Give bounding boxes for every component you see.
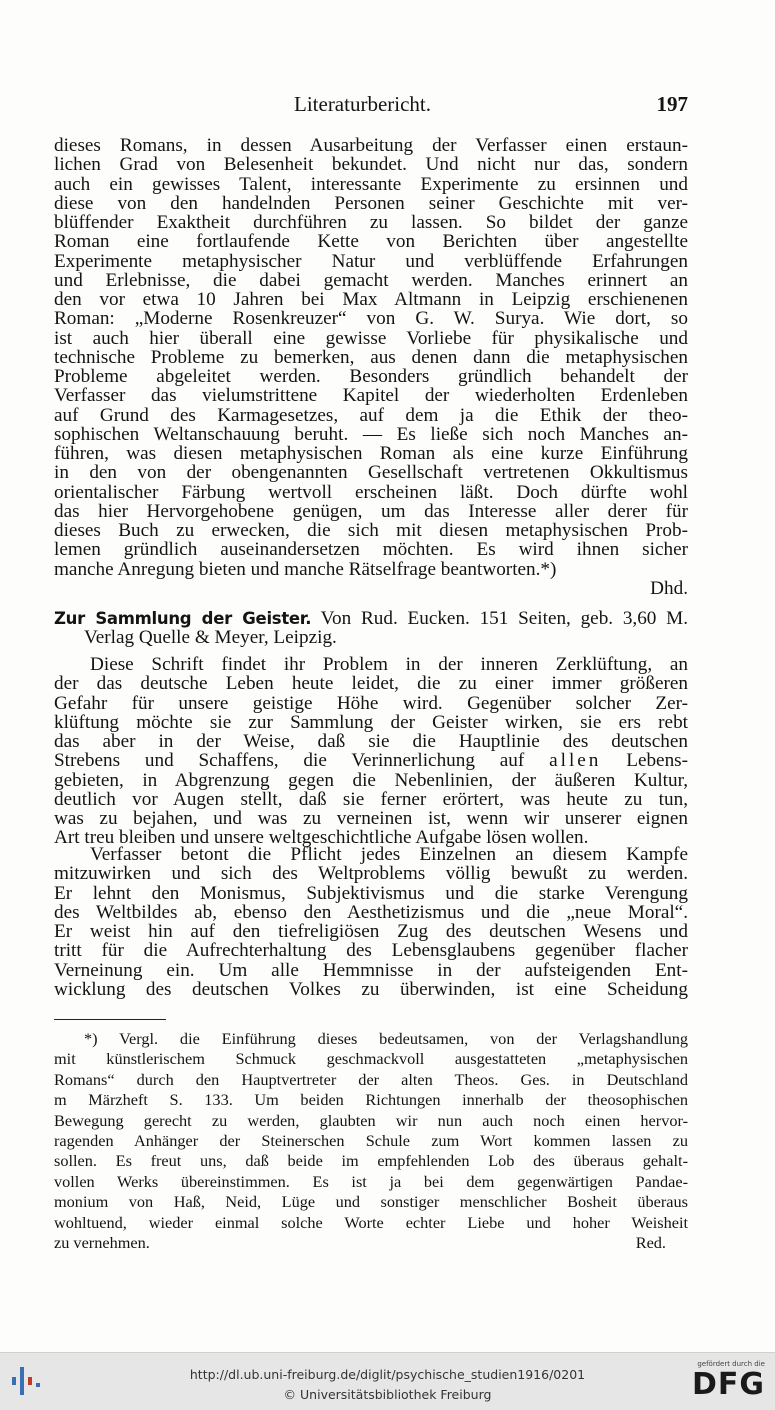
footnote-line: sollen. Es freut uns, daß beide im empfehlenden Lob des überaus gehalt- (54, 1151, 688, 1171)
text-line: wicklung des deutschen Volkes zu überwinden, ist eine Scheidung (54, 978, 688, 1000)
text-line: Probleme abgeleitet werden. Besonders gründlich behandelt der (54, 366, 688, 387)
page-number: 197 (656, 92, 688, 116)
text-line: auf Grund des Karmagesetzes, auf dem ja die Ethik der theo- (54, 404, 688, 426)
text-line: dieses Buch zu erwecken, die sich mit diesen metaphysischen Prob- (54, 520, 688, 541)
footnote-line: mit künstlerischem Schmuck geschmackvoll ausgestatteten „metaphysischen (54, 1049, 688, 1069)
text-line: dieses Romans, in dessen Ausarbeitung der Verfasser einen erstaun- (54, 135, 688, 156)
text-line: Gefahr für unsere geistige Höhe wird. Gegenüber solcher Zer- (54, 692, 688, 714)
text-line: ist auch hier überall eine gewisse Vorliebe für physikalische und (54, 327, 688, 349)
footnote-line: *) Vergl. die Einführung dieses bedeutsamen, von der Verlagshandlung (84, 1029, 688, 1048)
text-line: den vor etwa 10 Jahren bei Max Altmann in Leipzig erschienenen (54, 289, 688, 310)
paragraph-continued-review (54, 136, 688, 598)
text-line: das hier Hervorgehobene genügen, um das Interesse aller derer für (54, 500, 688, 522)
text-line: was zu bejahen, und was zu verneinen ist, wenn wir unserer eignen (54, 808, 688, 829)
text-line: mitzuwirken und sich des Weltproblems völlig bewußt zu werden. (54, 863, 688, 885)
text-line: und Erlebnisse, die dabei gemacht werden. Manches erinnert an (54, 269, 688, 291)
text-line: Art treu bleiben und unsere weltgeschichtliche Aufgabe lösen wollen. (54, 827, 589, 849)
viewer-footer (0, 1352, 775, 1410)
footnote-line (54, 1233, 688, 1253)
text-line: Roman eine fortlaufende Kette von Berichten über angestellte (54, 231, 688, 253)
text-line: Er lehnt den Monismus, Subjektivismus und die starke Verengung (54, 882, 688, 904)
review-publisher: Verlag Quelle & Meyer, Leipzig. (84, 627, 337, 649)
dfg-caption: gefördert durch die (697, 1360, 765, 1368)
text-line: Roman: „Moderne Rosenkreuzer“ von G. W. Surya. Wie dort, so (54, 308, 688, 330)
text-line-part: Lebens- (626, 750, 689, 772)
text-line: lichen Grad von Belesenheit bekundet. Und nicht nur das, sondern (54, 154, 688, 176)
text-line (54, 751, 688, 770)
review-book-title: Zur Sammlung der Geister. (54, 609, 312, 628)
text-line: das aber in der Weise, daß sie die Hauptlinie des deutschen (54, 731, 688, 752)
text-line: Er weist hin auf den tiefreligiösen Zug des deutschen Wesens und (54, 921, 688, 942)
paragraph-review-body-2 (54, 845, 688, 999)
footnote-line: wohltuend, wieder einmal solche Worte echter Liebe und hoher Weisheit (54, 1212, 688, 1232)
footnote-line: monium von Haß, Neid, Lüge und sonstiger menschlicher Bosheit überaus (54, 1192, 688, 1212)
text-line: lemen gründlich auseinandersetzen möchten. Es wird ihnen sicher (54, 539, 688, 561)
footnote-line: Romans“ durch den Hauptvertreter der alten Theos. Ges. in Deutschland (54, 1069, 688, 1089)
running-header (54, 92, 688, 118)
text-line: des Weltbildes ab, ebenso den Aesthetizismus und die „neue Moral“. (54, 901, 688, 923)
text-line: der das deutsche Leben heute leidet, die zu einer immer größeren (54, 673, 688, 695)
text-line: Verfasser das vielumstrittene Kapitel der wiederholten Erdenleben (54, 385, 688, 407)
text-line: Experimente metaphysischer Natur und verblüffende Erfahrungen (54, 250, 688, 272)
text-line: blüffender Exaktheit durchführen zu lassen. So bildet der ganze (54, 212, 688, 233)
text-line: sophischen Weltanschauung beruht. — Es ließe sich noch Manches an- (54, 423, 688, 445)
footnote (54, 1029, 688, 1253)
review-book-details: Von Rud. Eucken. 151 Seiten, geb. 3,60 M. (320, 608, 688, 629)
emphasized-word: allen (549, 750, 602, 772)
copyright-notice: © Universitätsbibliothek Freiburg (283, 1387, 492, 1402)
running-title: Literaturbericht. (294, 92, 432, 116)
footnote-divider (54, 1019, 166, 1020)
text-line: Verneinung ein. Um alle Hemmnisse in der aufsteigenden Ent- (54, 959, 688, 981)
text-line: tritt für die Aufrechterhaltung des Lebensglaubens gegenüber flacher (54, 940, 688, 962)
text-line: gebieten, in Abgrenzung gegen die Nebenlinien, der äußeren Kultur, (54, 769, 688, 791)
text-line: in den von der obengenannten Gesellschaft vertretenen Okkultismus (54, 462, 688, 484)
footnote-line: Bewegung gerecht zu werden, glaubten wir nun auch noch einen hervor- (54, 1110, 688, 1130)
text-line: deutlich vor Augen stellt, daß sie ferner erörtert, was heute zu tun, (54, 788, 688, 810)
permalink-url[interactable]: http://dl.ub.uni-freiburg.de/diglit/psychische_studien1916/0201 (189, 1367, 586, 1382)
editor-signature: Red. (635, 1232, 666, 1252)
text-line: Verfasser betont die Pflicht jedes Einzelnen an diesem Kampfe (90, 844, 688, 865)
text-line: manche Anregung bieten und manche Rätselfrage beantworten.*) (54, 558, 557, 580)
paragraph-review-body (54, 655, 688, 848)
text-line: orientalischer Färbung wertvoll erscheinen läßt. Doch dürfte wohl (54, 481, 688, 503)
review-heading (54, 609, 688, 648)
reviewer-signature: Dhd. (650, 577, 688, 599)
text-line: Diese Schrift findet ihr Problem in der inneren Zerklüftung, an (90, 654, 688, 675)
footnote-line: vollen Werks übereinstimmen. Es ist ja bei dem gegenwärtigen Pandae- (54, 1171, 688, 1191)
dfg-logo: DFG (691, 1367, 765, 1402)
text-line: auch ein gewisses Talent, interessante Experimente zu ersinnen und (54, 173, 688, 195)
review-heading-line (54, 609, 688, 628)
footnote-last-text: zu vernehmen. (54, 1232, 150, 1252)
footnote-line: ragenden Anhänger der Steinerschen Schule zum Wort kommen lassen zu (54, 1130, 688, 1150)
text-line: diese von den handelnden Personen seiner Geschichte mit ver- (54, 192, 688, 214)
text-line-part: Strebens und Schaffens, die Verinnerlichung auf (54, 750, 525, 772)
footnote-line: m Märzheft S. 133. Um beiden Richtungen innerhalb der theosophischen (54, 1090, 688, 1110)
text-line: führen, was diesen metaphysischen Roman als eine kurze Einführung (54, 443, 688, 464)
text-line: technische Probleme zu bemerken, aus denen dann die metaphysischen (54, 346, 688, 368)
text-line: klüftung möchte sie zur Sammlung der Geister wirken, sie ers rebt (54, 711, 688, 733)
